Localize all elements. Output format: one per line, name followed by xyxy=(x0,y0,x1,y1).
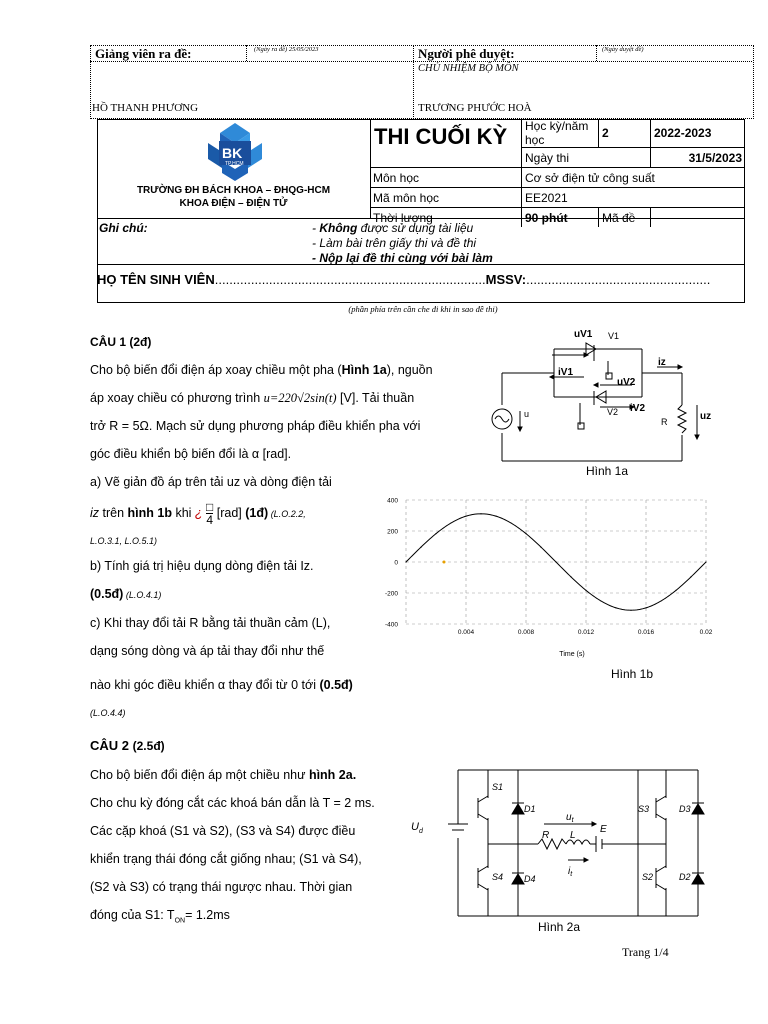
fig1a-label-v1: V1 xyxy=(608,331,620,341)
duration-label: Thời lượng xyxy=(370,208,522,228)
fig2a-label-d3: D3 xyxy=(679,804,691,814)
chart-data-point xyxy=(495,516,496,517)
fig1a-label-v2: V2 xyxy=(607,407,619,417)
chart-data-point xyxy=(630,610,631,611)
fig1a-label-uv2: uV2 xyxy=(617,377,636,388)
approver-label: Người phê duyệt: xyxy=(418,46,515,61)
chart-y-tick-label: 200 xyxy=(387,528,398,536)
fig1a-label-iv1: iV1 xyxy=(558,367,574,378)
fig2a-label-ut-main: u xyxy=(566,812,572,823)
chart-data-point xyxy=(480,513,481,514)
q1-line2 xyxy=(90,384,470,412)
lecturer-name: HỒ THANH PHƯƠNG xyxy=(92,102,199,114)
q1-a-symbol: ¿ xyxy=(194,506,203,520)
q2-line1-a: Cho bộ biến đổi điện áp một chiều như xyxy=(90,768,309,782)
lecturer-date: (Ngày ra đề) 25/05/2023 xyxy=(254,46,319,53)
q2-line6-sub: ON xyxy=(174,917,186,925)
course-code-value: EE2021 xyxy=(522,188,746,208)
fig2a-label-ut-sub: t xyxy=(571,817,574,824)
fig1a-label-iv2: iV2 xyxy=(630,403,646,414)
chart-data-point xyxy=(675,590,676,591)
chart-data-point xyxy=(645,607,646,608)
q1-c-line3 xyxy=(90,665,470,705)
fig2a-label-it-sub: t xyxy=(570,871,573,878)
figure-2a-caption: Hình 2a xyxy=(538,920,581,934)
q2-points: (2.5đ) xyxy=(132,739,165,753)
q1-line2-a: áp xoay chiều có phương trình xyxy=(90,391,264,405)
chart-x-axis-label: Time (s) xyxy=(559,651,585,658)
q1-a-iz: iz xyxy=(90,506,100,520)
figure-1b-caption: Hình 1b xyxy=(611,667,654,681)
figure-1b-chart xyxy=(370,488,720,660)
chart-marker-dot xyxy=(443,561,446,564)
q2-fig-ref: hình 2a. xyxy=(308,768,357,782)
university-name: TRƯỜNG ĐH BÁCH KHOA – ĐHQG-HCM xyxy=(136,185,331,196)
course-code-label: Mã môn học xyxy=(370,188,522,208)
q1-c-lo: (L.O.4.4) xyxy=(90,708,126,718)
chart-x-tick-label: 0.02 xyxy=(699,629,713,636)
exam-title: THI CUỐI KỲ xyxy=(374,124,508,149)
q1-line3: trở R = 5Ω. Mạch sử dụng phương pháp điều khiển pha với xyxy=(90,419,421,433)
q1-c-line1: c) Khi thay đổi tải R bằng tải thuần cảm (L), xyxy=(90,616,331,630)
q2-line5: (S2 và S3) có trạng thái ngược nhau. Thời gian xyxy=(90,880,353,894)
q1-a-unit: [rad] xyxy=(213,506,246,520)
lecturer-label: Giảng viên ra đề: xyxy=(95,46,192,61)
note-1-dash: - xyxy=(312,221,320,235)
chart-y-tick-label: 400 xyxy=(387,497,398,505)
fig2a-label-l: L xyxy=(570,830,576,841)
student-name-label: HỌ TÊN SINH VIÊN xyxy=(97,272,215,287)
q1-points: (2đ) xyxy=(129,335,152,349)
figure-1a-caption: Hình 1a xyxy=(586,464,629,478)
fig2a-label-d1: D1 xyxy=(524,804,536,814)
q2-body xyxy=(90,761,410,936)
fig2a-label-d4: D4 xyxy=(524,874,536,884)
fig2a-label-ud-main: U xyxy=(411,821,419,833)
q1-a-points: (1đ) xyxy=(245,506,269,520)
mssv-label: MSSV: xyxy=(485,272,527,287)
q2-line2: Cho chu kỳ đóng cắt các khoá bán dẫn là T = 2 ms. xyxy=(90,796,375,810)
student-line xyxy=(97,272,710,287)
chart-y-tick-label: -200 xyxy=(384,590,398,598)
chart-data-point xyxy=(420,547,421,548)
fig2a-label-ud-sub: d xyxy=(418,828,423,835)
q1-c-points: (0.5đ) xyxy=(319,678,353,692)
fig2a-label-it xyxy=(568,866,573,878)
fig2a-label-ut xyxy=(566,812,575,824)
chart-x-tick-label: 0.016 xyxy=(637,629,655,636)
chart-data-point xyxy=(450,522,451,523)
approver-name: TRƯƠNG PHƯỚC HOÀ xyxy=(418,102,532,114)
q2-line6-b: = 1.2ms xyxy=(185,908,230,922)
mssv-field[interactable]: ................................................... xyxy=(526,272,711,287)
q1-line1-a: Cho bộ biến đổi điện áp xoay chiều một pha ( xyxy=(90,363,342,377)
fig2a-label-ud xyxy=(411,821,424,835)
year-value: 2022-2023 xyxy=(651,119,746,148)
q2-title: CÂU 2 xyxy=(90,738,130,753)
fig2a-label-s1: S1 xyxy=(492,782,504,792)
chart-data-point xyxy=(705,561,706,562)
fig2a-label-s3: S3 xyxy=(638,804,650,814)
q1-heading xyxy=(90,335,151,349)
fig2a-label-it-main: i xyxy=(568,866,571,877)
exam-info-table xyxy=(370,119,745,227)
note-1-bold: Không xyxy=(319,221,358,235)
q2-line6-a: đóng của S1: T xyxy=(90,908,175,922)
chart-data-point xyxy=(540,547,541,548)
chart-data-point xyxy=(690,576,691,577)
chart-data-point xyxy=(465,516,466,517)
page-number: Trang 1/4 xyxy=(622,945,669,959)
q1-equation: u=220√2sin(t) xyxy=(263,391,337,405)
q1-line4: góc điều khiển bộ biến đổi là α [rad]. xyxy=(90,447,292,461)
q1-title: CÂU 1 xyxy=(90,335,127,349)
q1-a-frac-num: □ xyxy=(206,500,214,515)
chart-y-tick-label: -400 xyxy=(384,621,398,629)
q2-line3: Các cặp khoá (S1 và S2), (S3 và S4) được điều xyxy=(90,824,356,838)
q1-a-frac-den: 4 xyxy=(206,513,214,528)
fig1a-label-uv1: uV1 xyxy=(574,329,593,340)
q1-fig-ref: Hình 1a xyxy=(341,363,387,377)
semester-label: Học kỳ/năm học xyxy=(522,119,599,148)
approval-divider-v2 xyxy=(246,45,247,61)
q1-c-text: nào khi góc điều khiển α thay đổi từ 0 tới xyxy=(90,678,320,692)
figure-2a-circuit xyxy=(408,768,708,918)
q2-line6 xyxy=(90,901,410,936)
fig1a-label-uz: uz xyxy=(700,411,712,422)
note-1-rest: được sử dụng tài liệu xyxy=(357,221,474,235)
q2-line4: khiển trạng thái đóng cắt giống nhau; (S1 và S4), xyxy=(90,852,362,866)
q1-b-lo: (L.O.4.1) xyxy=(123,590,162,600)
note-3: - Nộp lại đề thi cùng với bài làm xyxy=(312,251,493,265)
fig1a-label-r: R xyxy=(661,417,668,427)
q1-b-points: (0.5đ) xyxy=(90,587,124,601)
chart-x-tick-label: 0.004 xyxy=(457,629,475,636)
fig2a-label-s2: S2 xyxy=(642,872,654,882)
q2-line1 xyxy=(90,761,410,789)
q1-a-lo1: (L.O.2.2, xyxy=(268,509,306,519)
q1-a-figref: hình 1b xyxy=(127,506,172,520)
date-value: 31/5/2023 xyxy=(651,148,746,168)
semester-value: 2 xyxy=(599,119,651,148)
q1-line1-c: ), nguồn xyxy=(386,363,433,377)
date-label: Ngày thi xyxy=(522,148,651,168)
notes-label: Ghi chú: xyxy=(99,221,148,235)
chart-data-point xyxy=(615,607,616,608)
q1-a-line1: a) Vẽ giản đồ áp trên tải uz và dòng điện tải xyxy=(90,475,332,489)
chart-data-point xyxy=(435,533,436,534)
logo-subtext: TP.HCM xyxy=(225,161,244,167)
approval-divider-v xyxy=(413,45,414,117)
fig1a-label-iz: iz xyxy=(658,357,666,368)
logo-text: BK xyxy=(222,145,243,161)
q1-c-line2: dạng sóng dòng và áp tải thay đổi như thế xyxy=(90,644,325,658)
course-value: Cơ sở điện tử công suất xyxy=(522,168,746,188)
figure-1a-circuit xyxy=(482,325,722,465)
exam-code-value xyxy=(651,208,746,228)
q1-a-when: khi xyxy=(171,506,195,520)
course-label: Môn học xyxy=(370,168,522,188)
approver-date: (Ngày duyệt đề) xyxy=(602,46,644,53)
cover-note: (phần phía trên cần che đi khi in sao đề thi) xyxy=(348,304,498,314)
chart-data-point xyxy=(585,590,586,591)
faculty-name: KHOA ĐIỆN – ĐIỆN TỬ xyxy=(179,198,288,209)
chart-data-point xyxy=(510,522,511,523)
chart-x-tick-label: 0.012 xyxy=(577,629,595,636)
fig2a-label-d2: D2 xyxy=(679,872,691,882)
q1-line2-b: [V]. Tải thuần xyxy=(336,391,415,405)
fig2a-label-s4: S4 xyxy=(492,872,504,882)
fig2a-label-e: E xyxy=(600,824,607,835)
chart-data-point xyxy=(570,576,571,577)
fig2a-label-r: R xyxy=(542,830,550,841)
approver-role: CHỦ NHIỆM BỘ MÔN xyxy=(418,63,519,74)
chart-x-tick-label: 0.008 xyxy=(517,629,535,636)
chart-data-point xyxy=(555,561,556,562)
student-name-field[interactable]: ........................................................................... xyxy=(214,272,486,287)
q1-a-on: trên xyxy=(99,506,128,520)
q1-b-line1: b) Tính giá trị hiệu dụng dòng điện tải Iz. xyxy=(90,559,314,573)
chart-data-point xyxy=(405,561,406,562)
chart-data-point xyxy=(660,600,661,601)
fig1a-label-u: u xyxy=(524,409,530,419)
approval-divider-v3 xyxy=(596,45,597,61)
q1-a-lo2: L.O.3.1, L.O.5.1) xyxy=(90,536,158,546)
exam-code-label: Mã đề xyxy=(599,208,651,228)
note-1 xyxy=(312,221,473,235)
note-2: - Làm bài trên giấy thi và đề thi xyxy=(312,236,477,250)
duration-value: 90 phút xyxy=(522,208,599,228)
q1-line1 xyxy=(90,356,470,384)
chart-data-point xyxy=(600,600,601,601)
q2-heading xyxy=(90,738,165,753)
chart-y-tick-label: 0 xyxy=(394,559,398,567)
chart-data-point xyxy=(525,533,526,534)
